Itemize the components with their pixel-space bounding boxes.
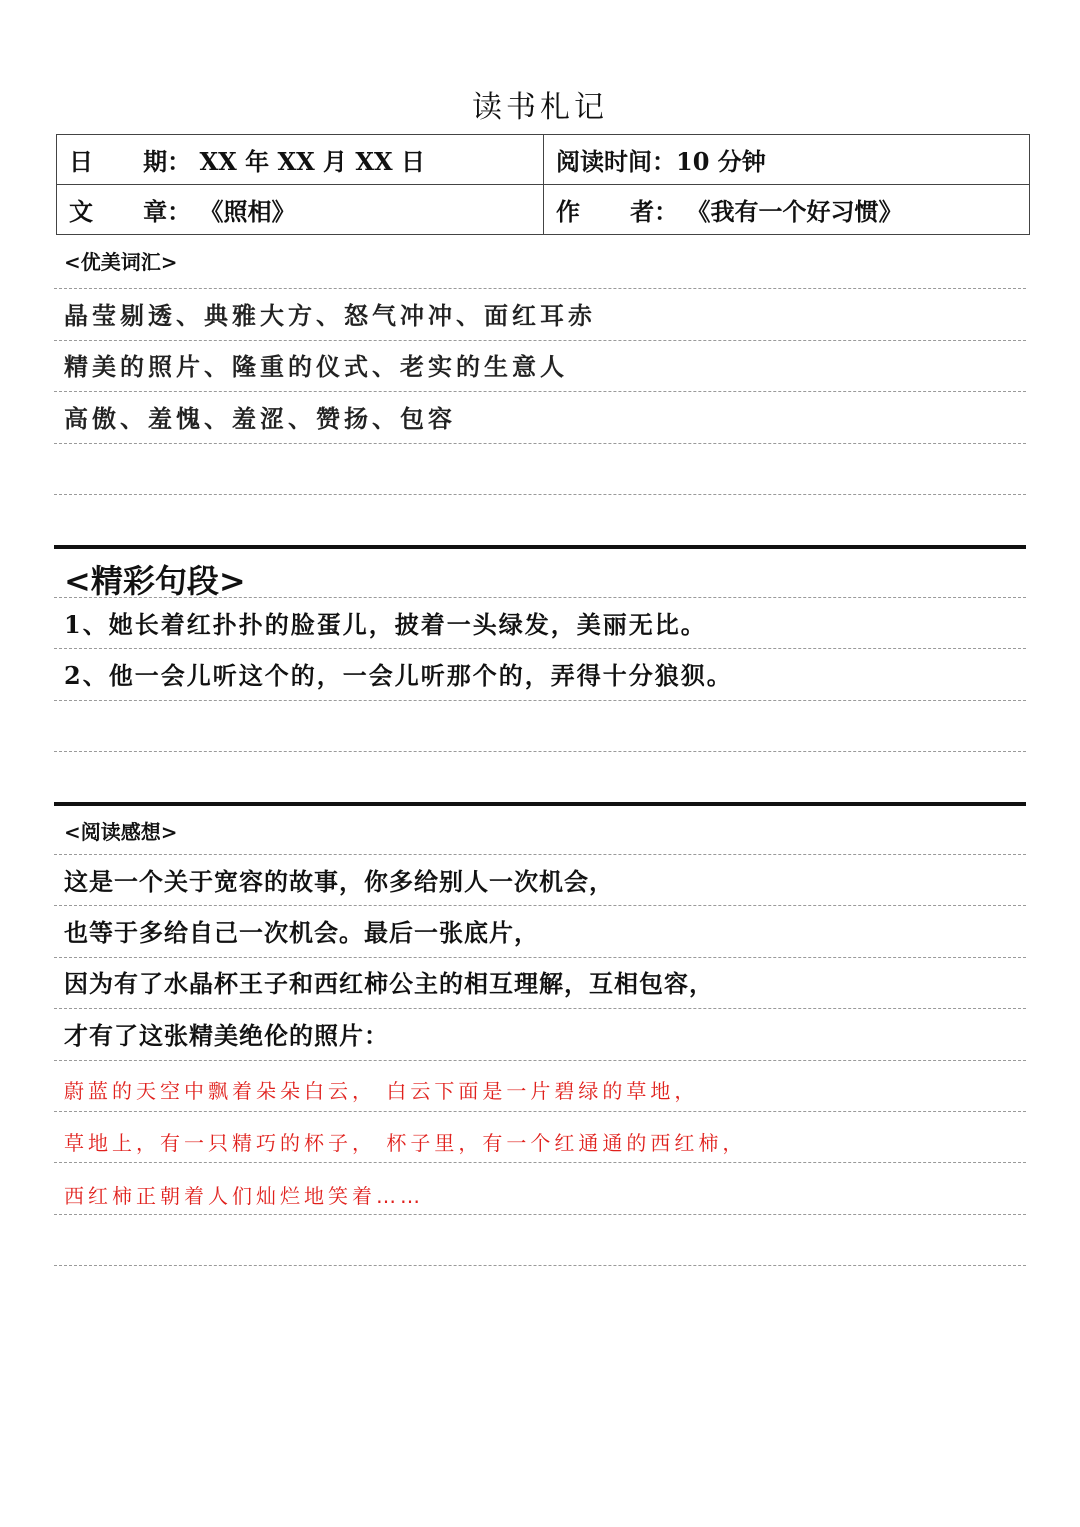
- ruled-line: [54, 1060, 1026, 1061]
- ruled-line: [54, 957, 1026, 958]
- date-label: 日 期：: [69, 147, 192, 176]
- vocab-line-1: 晶莹剔透、典雅大方、怒气冲冲、面红耳赤: [64, 301, 596, 330]
- red-text-line-2: 草地上，有一只精巧的杯子， 杯子里，有一个红通通的西红柿，: [64, 1131, 747, 1155]
- article-label: 文 章：: [69, 197, 192, 226]
- reading-time-label: 阅读时间：: [556, 147, 676, 176]
- quote-line-1: 1、她长着红扑扑的脸蛋儿，披着一头绿发，美丽无比。: [64, 610, 707, 639]
- ruled-line: [54, 905, 1026, 906]
- thought-line-2: 也等于多给自己一次机会。最后一张底片，: [64, 918, 539, 947]
- page-title: 读书札记: [472, 90, 608, 125]
- red-text-line-1: 蔚蓝的天空中飘着朵朵白云， 白云下面是一片碧绿的草地，: [64, 1079, 699, 1103]
- date-value: XX 年 XX 月 XX 日: [199, 147, 426, 176]
- ruled-line: [54, 1111, 1026, 1112]
- ruled-line: [54, 648, 1026, 649]
- thought-line-1: 这是一个关于宽容的故事，你多给别人一次机会，: [64, 867, 614, 896]
- vocab-section-label: <优美词汇>: [64, 250, 178, 274]
- quote-line-2: 2、他一会儿听这个的，一会儿听那个的，弄得十分狼狈。: [64, 661, 733, 690]
- article-cell: [57, 185, 544, 235]
- ruled-line: [54, 1162, 1026, 1163]
- author-value: 《我有一个好习惯》: [686, 197, 903, 226]
- ruled-line: [54, 700, 1026, 701]
- article-value: 《照相》: [199, 197, 296, 226]
- section-divider: [54, 545, 1026, 549]
- section-divider: [54, 802, 1026, 806]
- red-text-line-3: 西红柿正朝着人们灿烂地笑着……: [64, 1184, 424, 1208]
- ruled-line: [54, 751, 1026, 752]
- vocab-line-2: 精美的照片、隆重的仪式、老实的生意人: [64, 352, 568, 381]
- ruled-line: [54, 288, 1026, 289]
- ruled-line: [54, 443, 1026, 444]
- thoughts-section-label: <阅读感想>: [64, 820, 178, 844]
- author-cell: [544, 185, 1030, 235]
- author-label: 作 者：: [556, 197, 679, 226]
- ruled-line: [54, 597, 1026, 598]
- ruled-line: [54, 494, 1026, 495]
- ruled-line: [54, 1265, 1026, 1266]
- info-row-article: [57, 185, 1030, 235]
- reading-time-value: 10 分钟: [676, 147, 766, 176]
- info-row-date: [57, 135, 1030, 185]
- date-cell: [57, 135, 544, 185]
- ruled-line: [54, 1214, 1026, 1215]
- ruled-line: [54, 854, 1026, 855]
- info-table: [56, 134, 1030, 235]
- thought-line-3: 因为有了水晶杯王子和西红柿公主的相互理解，互相包容，: [64, 969, 714, 998]
- ruled-line: [54, 391, 1026, 392]
- vocab-line-3: 高傲、羞愧、羞涩、赞扬、包容: [64, 404, 456, 433]
- ruled-line: [54, 1008, 1026, 1009]
- thought-line-4: 才有了这张精美绝伦的照片：: [64, 1021, 389, 1050]
- reading-time-cell: [544, 135, 1030, 185]
- ruled-line: [54, 340, 1026, 341]
- quotes-section-heading: <精彩句段>: [64, 562, 246, 600]
